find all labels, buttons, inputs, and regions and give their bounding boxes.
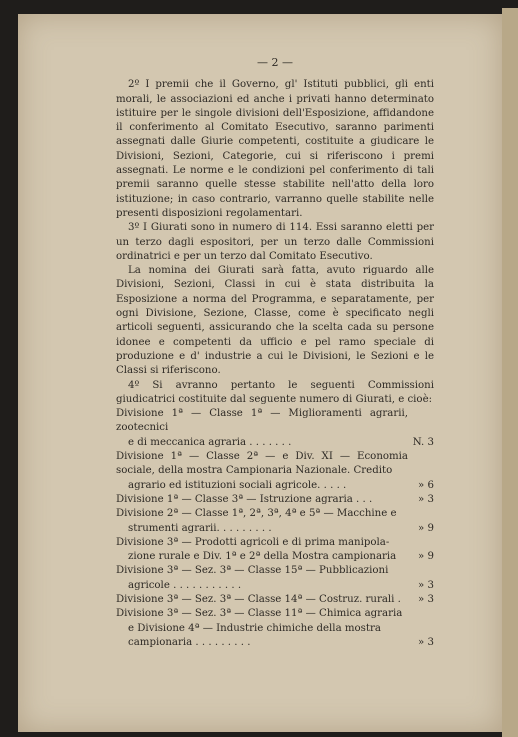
jury-entry-line (116, 407, 434, 436)
entry-description: agrario ed istituzioni sociali agricole. . . . . (128, 479, 347, 491)
entry-description: Divisione 3ª — Prodotti agricoli e di prima manipola- (116, 536, 390, 548)
entry-description: campionaria . . . . . . . . . (128, 636, 251, 648)
jury-entry-line (116, 493, 434, 507)
jury-entry-line (116, 550, 434, 564)
entry-description: e di meccanica agraria . . . . . . . (128, 436, 292, 448)
page-number: — 2 — (257, 56, 293, 69)
entry-count: » 3 (418, 493, 434, 505)
entry-description: Divisione 3ª — Sez. 3ª — Classe 15ª — Pubblicazioni (116, 565, 389, 577)
paragraph: 3º I Giurati sono in numero di 114. Essi saranno eletti per un terzo dagli espositori, per un terzo dalle Commissioni ordinatrici e per un terzo dal Comitato Esecutivo. (116, 222, 434, 262)
entry-description: zione rurale e Div. 1ª e 2ª della Mostra campionaria (128, 551, 397, 563)
entry-count: » 3 (418, 593, 434, 605)
page-text (116, 56, 434, 650)
jury-entry-line (116, 579, 434, 593)
jury-entry-line (116, 536, 434, 550)
entry-description: strumenti agrarii. . . . . . . . . (128, 522, 272, 534)
entry-description: e Divisione 4ª — Industrie chimiche della mostra (128, 622, 381, 634)
paragraph: La nomina dei Giurati sarà fatta, avuto riguardo alle Divisioni, Sezioni, Classi in cui è stata distribuita la Esposizione a norma del Programma, e separatamente, per ogni Divisione, Sezione, Classe, come è specificato negli articoli seguenti, assicurando che la scelta cada su persone idonee e competenti da ufficio e pel ramo speciale di produzione e d' industrie a cui le Divisioni, le Sezioni e le Classi si riferiscono. (116, 265, 434, 377)
entry-count: » 6 (418, 479, 434, 491)
paragraph: 4º Si avranno pertanto le seguenti Commissioni giudicatrici costituite dal seguente numero di Giurati, e cioè: (116, 379, 434, 405)
entry-count: » 3 (418, 579, 434, 591)
entry-description: Divisione 1ª — Classe 3ª — Istruzione agraria . . . (116, 493, 373, 505)
jury-entry-line (116, 622, 434, 636)
entry-description: Divisione 3ª — Sez. 3ª — Classe 11ª — Chimica agraria (116, 608, 403, 620)
jury-entry-line (116, 479, 434, 493)
entry-description: Divisione 2ª — Classe 1ª, 2ª, 3ª, 4ª e 5ª — Macchine e (116, 508, 397, 520)
entry-description: Divisione 3ª — Sez. 3ª — Classe 14ª — Costruz. rurali . (116, 593, 401, 605)
jury-entry-line (116, 507, 434, 521)
jury-entry-line (116, 522, 434, 536)
entry-description: Divisione 1ª — Classe 2ª — e Div. XI — Economia sociale, della mostra Campionaria Nazionale. Credito (116, 451, 408, 477)
entry-description: agricole . . . . . . . . . . . (128, 579, 242, 591)
jury-entry-line (116, 450, 434, 479)
jury-entry-line (116, 607, 434, 621)
page-edge (502, 8, 518, 737)
entry-count: » 9 (418, 551, 434, 563)
paragraph: 2º I premii che il Governo, gl' Istituti pubblici, gli enti morali, le associazioni ed anche i privati hanno determinato istituire per le singole divisioni dell'Esposizione, affidandone il conferimento al Comitato Esecutivo, saranno parimenti assegnati dalle Giurie competenti, costituite a giudicare le Divisioni, Sezioni, Categorie, cui si riferiscono i premi assegnati. Le norme e le condizioni pel conferimento di tali premii saranno quelle stesse stabilite nell'atto della loro istituzione; in caso contrario, varranno quelle stabilite nelle presenti disposizioni regolamentari. (116, 79, 434, 219)
jury-entry-line (116, 564, 434, 578)
jury-list (116, 407, 434, 650)
entry-description: Divisione 1ª — Classe 1ª — Miglioramenti agrarii, zootecnici (116, 408, 408, 434)
entry-count: » 9 (418, 522, 434, 534)
entry-count: » 3 (418, 636, 434, 648)
paragraphs (116, 78, 434, 407)
jury-entry-line (116, 436, 434, 450)
jury-entry-line (116, 636, 434, 650)
jury-entry-line (116, 593, 434, 607)
entry-count: N. 3 (412, 436, 434, 448)
